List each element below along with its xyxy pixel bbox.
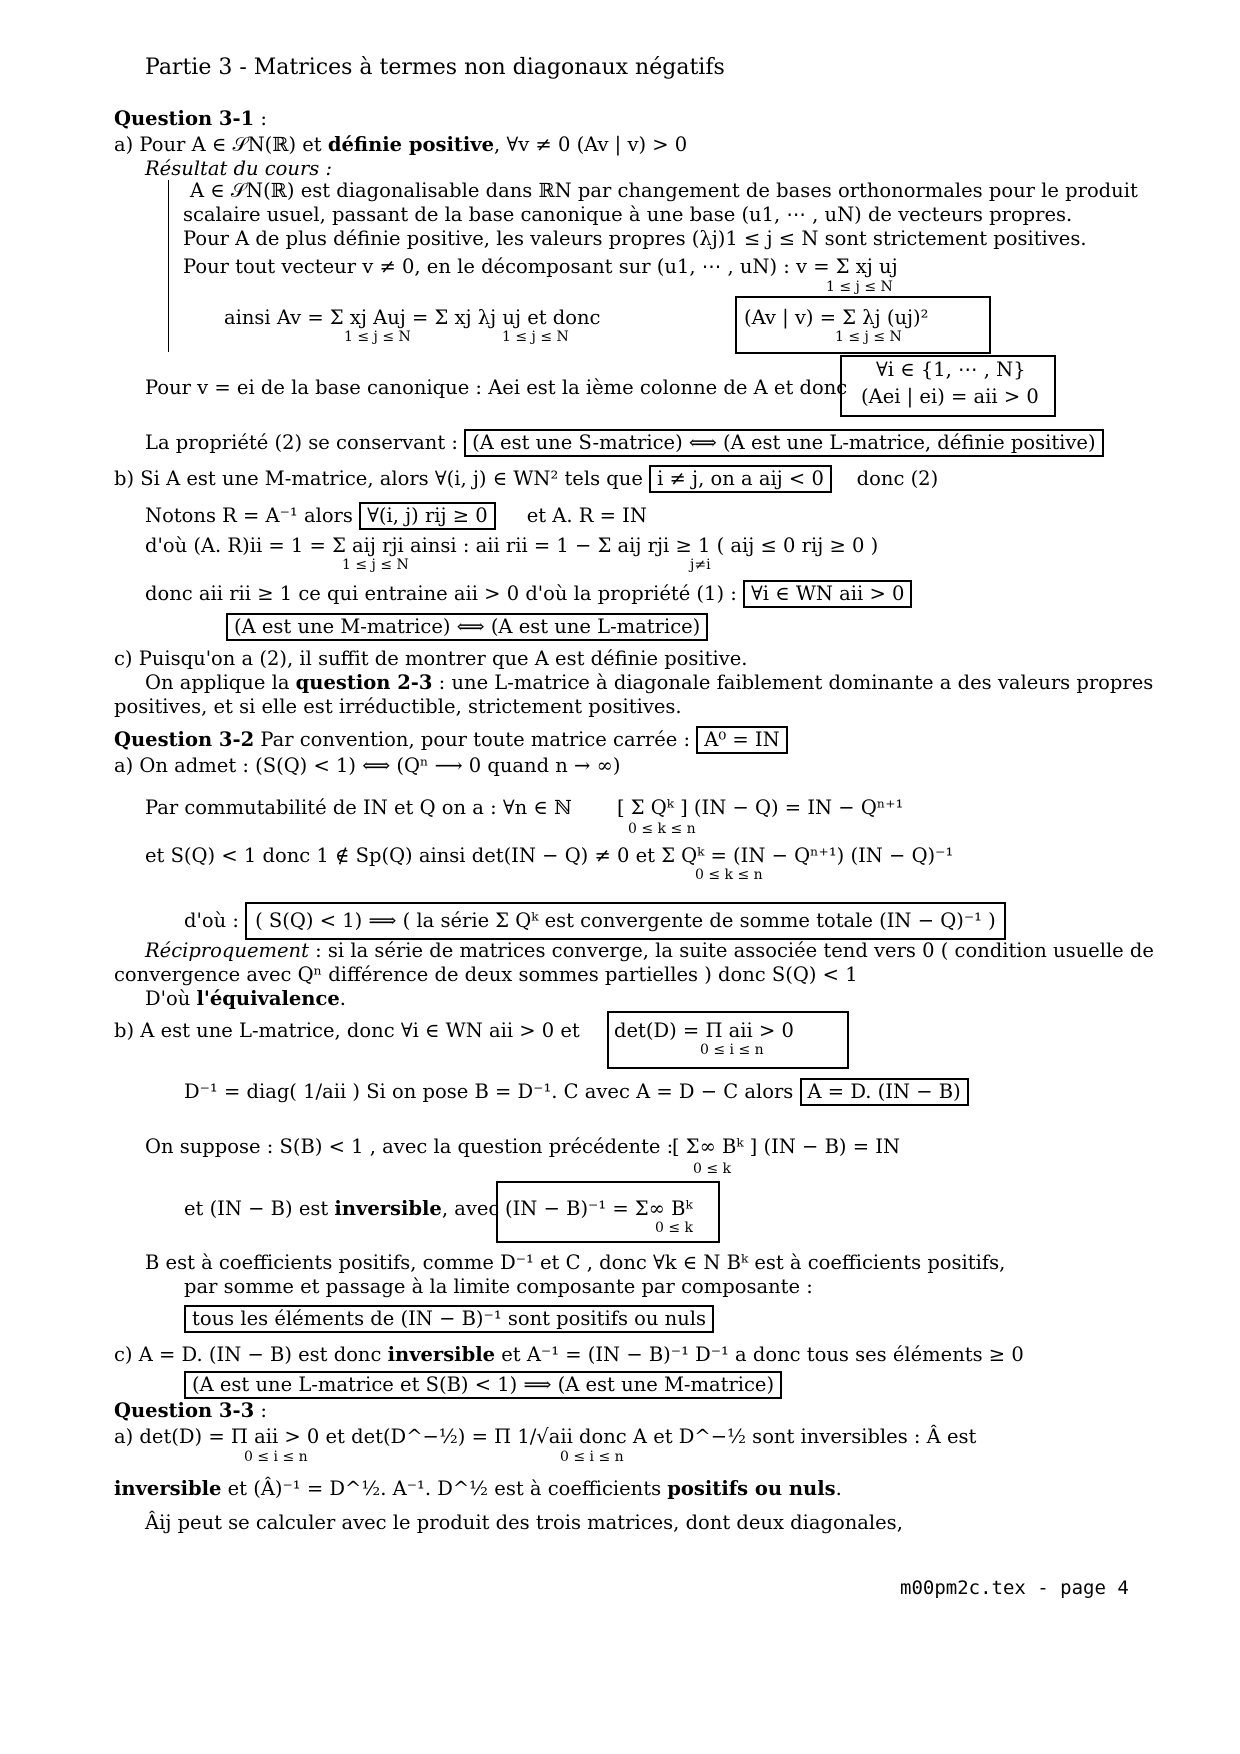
boxed-det-d-subscript: 0 ≤ i ≤ n	[700, 1042, 764, 1058]
canonical-base-line: Pour v = ei de la base canonique : Aei est la ième colonne de A et donc	[145, 376, 848, 399]
q32-a-line-1: a) On admet : (S(Q) < 1) ⟺ (Qⁿ ⟶ 0 quand n → ∞)	[114, 754, 621, 777]
course-line-2: scalaire usuel, passant de la base canonique à une base (u1, ⋯ , uN) de vecteurs propres.	[183, 203, 1073, 226]
q31-b-line-2: Notons R = A⁻¹ alors ∀(i, j) rij ≥ 0 et A. R = IN	[145, 502, 647, 530]
question-3-2-heading: Question 3-2 Par convention, pour toute matrice carrée : A⁰ = IN	[114, 726, 788, 754]
boxed-s-matrix-equivalence: (A est une S-matrice) ⟺ (A est une L-matrice, définie positive)	[464, 429, 1103, 457]
q32-a-line-3-subscript: 0 ≤ k ≤ n	[695, 867, 763, 883]
boxed-neumann-series: ( S(Q) < 1) ⟹ ( la série Σ Qᵏ est convergente de somme totale (IN − Q)⁻¹ )	[245, 902, 1006, 940]
q31-a-line: a) Pour A ∈ 𝒮N(ℝ) et définie positive, ∀v ≠ 0 (Av | v) > 0	[114, 133, 688, 156]
course-bracket	[168, 180, 169, 352]
q31-b-line-3-sub-2: j≠i	[690, 557, 711, 573]
q32-a-line-5: Réciproquement : si la série de matrices converge, la suite associée tend vers 0 ( condition usuelle de	[145, 939, 1154, 962]
q31-b-line-3: d'où (A. R)ii = 1 = Σ aij rji ainsi : aii rii = 1 − Σ aij rji ≥ 1 ( aij ≤ 0 rij ≥ 0 )	[145, 534, 879, 557]
q33-a-line-2: inversible et (Â)⁻¹ = D^½. A⁻¹. D^½ est à coefficients positifs ou nuls.	[114, 1477, 842, 1500]
course-line-4: Pour tout vecteur v ≠ 0, en le décomposant sur (u1, ⋯ , uN) : v = Σ xj uj	[183, 255, 898, 278]
boxed-inverse-series-subscript: 0 ≤ k	[655, 1220, 694, 1236]
boxed-rij-positive: ∀(i, j) rij ≥ 0	[359, 502, 496, 530]
q33-a-line-3: Âij peut se calculer avec le produit des trois matrices, dont deux diagonales,	[145, 1511, 903, 1534]
q31-b-line-3-sub-1: 1 ≤ j ≤ N	[342, 557, 409, 573]
q32-b-line-3-subscript: 0 ≤ k	[693, 1161, 732, 1177]
q31-c-line-2: On applique la question 2-3 : une L-matrice à diagonale faiblement dominante a des valeurs propres	[145, 671, 1154, 694]
q32-a-line-2-subscript: 0 ≤ k ≤ n	[628, 821, 696, 837]
question-3-3-heading: Question 3-3 :	[114, 1399, 267, 1422]
q33-a-line-1-sub-1: 0 ≤ i ≤ n	[244, 1449, 308, 1465]
boxed-aij-negative: i ≠ j, on a aij < 0	[649, 465, 832, 493]
boxed-aii-line-2: (Aei | ei) = aii > 0	[861, 385, 1039, 408]
q32-a-line-6: convergence avec Qⁿ différence de deux sommes partielles ) donc S(Q) < 1	[114, 963, 858, 986]
property-2-line: La propriété (2) se conservant : (A est une S-matrice) ⟺ (A est une L-matrice, définie positive)	[145, 429, 1104, 457]
q32-b-line-5: B est à coefficients positifs, comme D⁻¹ et C , donc ∀k ∈ N Bᵏ est à coefficients positifs,	[145, 1251, 1006, 1274]
boxed-m-matrix-conclusion: (A est une L-matrice et S(B) < 1) ⟹ (A est une M-matrice)	[184, 1371, 782, 1399]
q32-a-line-2: Par commutabilité de IN et Q on a : ∀n ∈ ℕ	[145, 796, 572, 819]
question-3-1-heading: Question 3-1 :	[114, 107, 267, 130]
q32-a-line-3: et S(Q) < 1 donc 1 ∉ Sp(Q) ainsi det(IN − Q) ≠ 0 et Σ Qᵏ = (IN − Qⁿ⁺¹) (IN − Q)⁻¹	[145, 844, 954, 867]
boxed-aii-line-1: ∀i ∈ {1, ⋯ , N}	[876, 358, 1026, 381]
q31-b-line-5	[226, 613, 708, 641]
q31-c-line-3: positives, et si elle est irréductible, strictement positives.	[114, 695, 682, 718]
course-line-5-sub-1: 1 ≤ j ≤ N	[344, 329, 411, 345]
course-line-1: A ∈ 𝒮N(ℝ) est diagonalisable dans ℝN par changement de bases orthonormales pour le produit	[190, 179, 1138, 202]
course-line-4-subscript: 1 ≤ j ≤ N	[826, 279, 893, 295]
q33-a-line-1-sub-2: 0 ≤ i ≤ n	[560, 1449, 624, 1465]
boxed-avv-subscript: 1 ≤ j ≤ N	[835, 329, 902, 345]
q32-c-line-1: c) A = D. (IN − B) est donc inversible et A⁻¹ = (IN − B)⁻¹ D⁻¹ a donc tous ses éléments ≥ 0	[114, 1343, 1024, 1366]
q32-b-line-1: b) A est une L-matrice, donc ∀i ∈ WN aii > 0 et	[114, 1019, 580, 1042]
boxed-m-matrix-equivalence: (A est une M-matrice) ⟺ (A est une L-matrice)	[226, 613, 708, 641]
q31-c-line-1: c) Puisqu'on a (2), il suffit de montrer que A est définie positive.	[114, 647, 748, 670]
course-line-5-sub-2: 1 ≤ j ≤ N	[502, 329, 569, 345]
course-result-label: Résultat du cours :	[145, 157, 333, 180]
boxed-nonnegative-elements: tous les éléments de (IN − B)⁻¹ sont positifs ou nuls	[184, 1305, 714, 1333]
boxed-det-d-text: det(D) = Π aii > 0	[614, 1019, 794, 1042]
q32-b-line-4: et (IN − B) est inversible, avec	[184, 1197, 500, 1220]
q31-b-line-4: donc aii rii ≥ 1 ce qui entraine aii > 0 d'où la propriété (1) : ∀i ∈ WN aii > 0	[145, 580, 912, 608]
boxed-a-decomposition: A = D. (IN − B)	[800, 1078, 969, 1106]
q32-b-line-3-formula: [ Σ∞ Bᵏ ] (IN − B) = IN	[672, 1135, 901, 1158]
q32-b-line-3: On suppose : S(B) < 1 , avec la question précédente :	[145, 1135, 674, 1158]
q32-c-line-2	[184, 1371, 782, 1399]
boxed-a0-identity: A⁰ = IN	[696, 726, 787, 754]
page-footer: m00pm2c.tex - page 4	[900, 1577, 1129, 1599]
q32-b-line-6: par somme et passage à la limite composante par composante :	[184, 1275, 813, 1298]
boxed-inverse-series-text: (IN − B)⁻¹ = Σ∞ Bᵏ	[505, 1197, 693, 1220]
course-line-3: Pour A de plus définie positive, les valeurs propres (λj)1 ≤ j ≤ N sont strictement positives.	[183, 227, 1087, 250]
q32-a-line-2-formula: [ Σ Qᵏ ] (IN − Q) = IN − Qⁿ⁺¹	[617, 796, 904, 819]
q32-a-line-4: d'où : ( S(Q) < 1) ⟹ ( la série Σ Qᵏ est convergente de somme totale (IN − Q)⁻¹ )	[184, 902, 1006, 940]
q32-a-line-7: D'où l'équivalence.	[145, 987, 346, 1010]
page-title: Partie 3 - Matrices à termes non diagonaux négatifs	[145, 55, 725, 80]
boxed-avv-text: (Av | v) = Σ λj (uj)²	[744, 306, 929, 329]
boxed-property-1: ∀i ∈ WN aii > 0	[743, 580, 912, 608]
q32-b-line-7	[184, 1305, 714, 1333]
course-line-5: ainsi Av = Σ xj Auj = Σ xj λj uj et donc	[224, 306, 601, 329]
q32-b-line-2: D⁻¹ = diag( 1/aii ) Si on pose B = D⁻¹. C avec A = D − C alors A = D. (IN − B)	[184, 1078, 969, 1106]
q31-b-line-1: b) Si A est une M-matrice, alors ∀(i, j) ∈ WN² tels que i ≠ j, on a aij < 0 donc (2)	[114, 465, 938, 493]
q33-a-line-1: a) det(D) = Π aii > 0 et det(D^−½) = Π 1/√aii donc A et D^−½ sont inversibles : Â est	[114, 1425, 977, 1448]
